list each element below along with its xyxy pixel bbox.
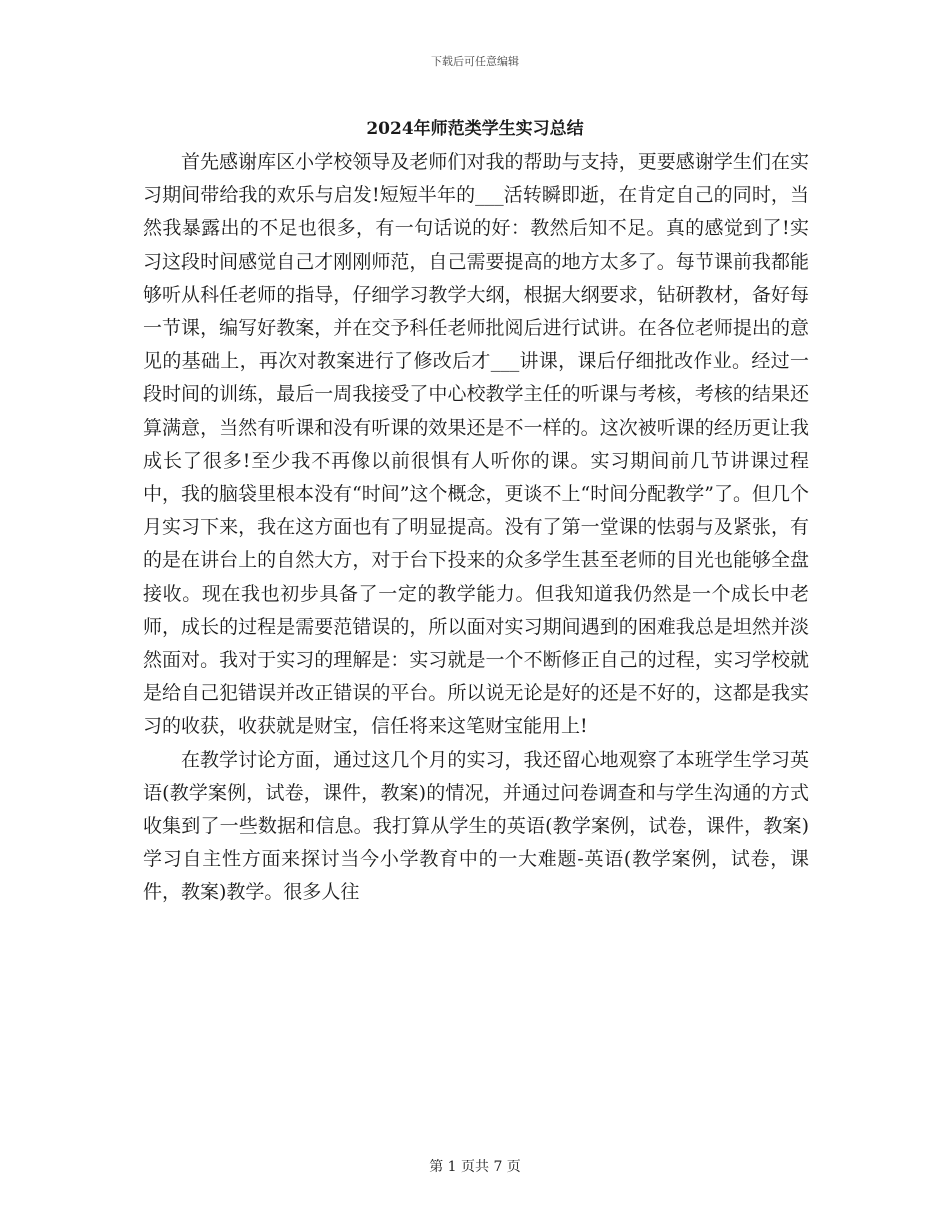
page-header-note: 下载后可任意编辑	[431, 55, 519, 68]
paragraph-2: 在教学讨论方面，通过这几个月的实习，我还留心地观察了本班学生学习英语(教学案例，试卷，课件，教案)的情况，并通过问卷调查和与学生沟通的方式收集到了一些数据和信息。我打算从学生的英语(教学案例，试卷，课件，教案)学习自主性方面来探讨当今小学教育中的一大难题-英语(教学案例，试卷，课件，教案)教学。很多人往	[143, 748, 809, 904]
page-number: 第 1 页共 7 页	[429, 1159, 521, 1175]
document-title: 2024年师范类学生实习总结	[366, 119, 584, 139]
paragraph-1: 首先感谢库区小学校领导及老师们对我的帮助与支持，更要感谢学生们在实习期间带给我的欢乐与启发!短短半年的___活转瞬即逝，在肯定自己的同时，当然我暴露出的不足也很多，有一句话说的好：教然后知不足。真的感觉到了!实习这段时间感觉自己才刚刚师范，自己需要提高的地方太多了。每节课前我都能够听从科任老师的指导，仔细学习教学大纲，根据大纲要求，钻研教材，备好每一节课，编写好教案，并在交予科任老师批阅后进行试讲。在各位老师提出的意见的基础上，再次对教案进行了修改后才___讲课，课后仔细批改作业。经过一段时间的训练，最后一周我接受了中心校教学主任的听课与考核，考核的结果还算满意，当然有听课和没有听课的效果还是不一样的。这次被听课的经历更让我成长了很多!至少我不再像以前很惧有人听你的课。实习期间前几节讲课过程中，我的脑袋里根本没有“时间”这个概念，更谈不上“时间分配教学”了。但几个月实习下来，我在这方面也有了明显提高。没有了第一堂课的怯弱与及紧张，有的是在讲台上的自然大方，对于台下投来的众多学生甚至老师的目光也能够全盘接收。现在我也初步具备了一定的教学能力。但我知道我仍然是一个成长中老师，成长的过程是需要范错误的，所以面对实习期间遇到的困难我总是坦然并淡然面对。我对于实习的理解是：实习就是一个不断修正自己的过程，实习学校就是给自己犯错误并改正错误的平台。所以说无论是好的还是不好的，这都是我实习的收获，收获就是财宝，信任将来这笔财宝能用上!	[143, 151, 809, 738]
document-body	[143, 146, 809, 910]
